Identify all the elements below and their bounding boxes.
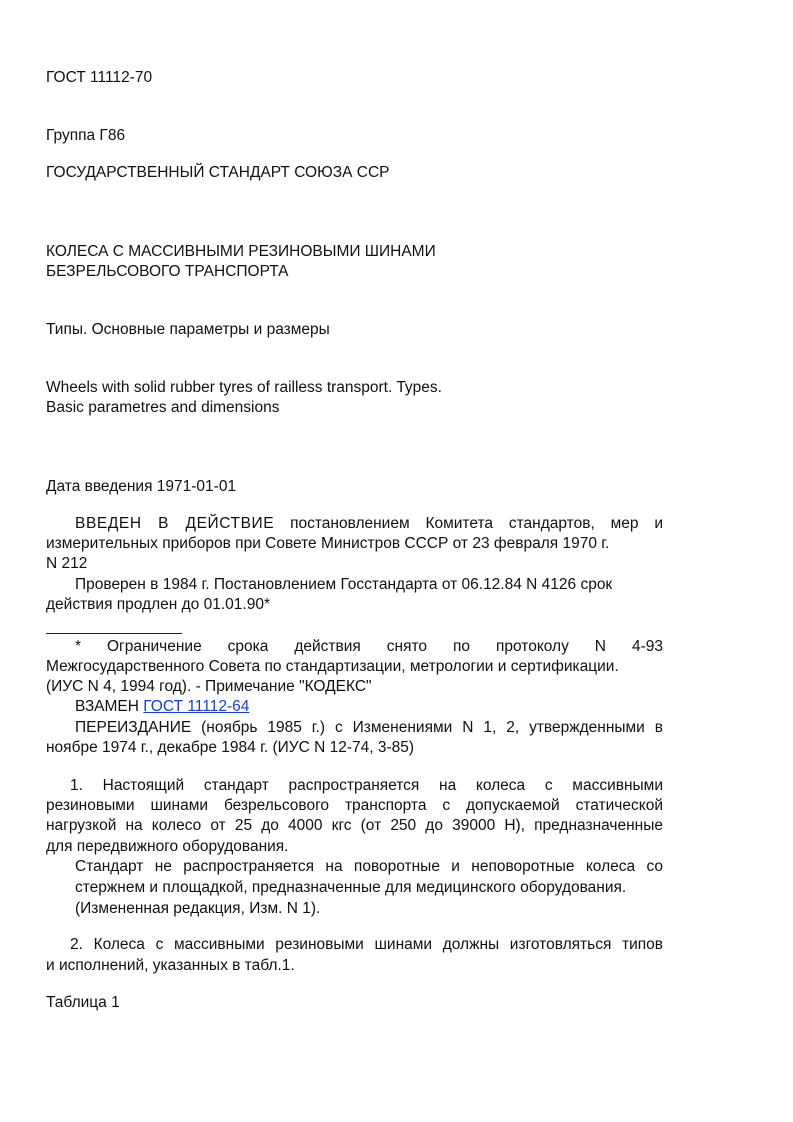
footnote-separator [46, 633, 182, 634]
checked-line-2: действия продлен до 01.01.90* [46, 596, 270, 613]
section-1-line-1: 1. Настоящий стандарт распространяется на колеса с массивными [70, 777, 663, 794]
replaces-label: ВЗАМЕН [75, 698, 139, 715]
table-caption: Таблица 1 [46, 994, 120, 1011]
title-en-line-2: Basic parametres and dimensions [46, 399, 280, 416]
footnote-line-2: Межгосударственного Совета по стандартизации, метрологии и сертификации. [46, 658, 619, 675]
replaced-standard-link[interactable]: ГОСТ 11112-64 [143, 698, 250, 715]
enacted-line-3: N 212 [46, 555, 88, 572]
reissue-text: (ноябрь 1985 г.) с Изменениями N 1, 2, утвержденными в [201, 719, 664, 736]
section-1-line-5: Стандарт не распространяется на поворотные и неповоротные колеса со [75, 858, 663, 875]
section-1-line-3: нагрузкой на колесо от 25 до 4000 кгс (от 250 до 39000 Н), предназначенные [46, 817, 663, 834]
title-ru-line-1: КОЛЕСА С МАССИВНЫМИ РЕЗИНОВЫМИ ШИНАМИ [46, 243, 436, 260]
section-2-line-1: 2. Колеса с массивными резиновыми шинами должны изготовляться типов [70, 936, 663, 953]
enacted-text: постановлением Комитета стандартов, мер и [290, 515, 664, 532]
checked-line-1: Проверен в 1984 г. Постановлением Госстандарта от 06.12.84 N 4126 срок [75, 576, 613, 593]
reissue-line-2: ноябре 1974 г., декабре 1984 г. (ИУС N 12-74, 3-85) [46, 739, 415, 756]
doc-code: ГОСТ 11112-70 [46, 69, 153, 86]
section-2-line-2: и исполнений, указанных в табл.1. [46, 957, 295, 974]
reissue-label: ПЕРЕИЗДАНИЕ [75, 719, 192, 736]
doc-group: Группа Г86 [46, 127, 126, 144]
title-en-line-1: Wheels with solid rubber tyres of railless transport. Types. [46, 379, 442, 396]
section-1-line-4: для передвижного оборудования. [46, 838, 289, 855]
subtitle-ru: Типы. Основные параметры и размеры [46, 321, 330, 338]
section-1-line-6: стержнем и площадкой, предназначенные для медицинского оборудования. [75, 879, 627, 896]
section-1-amendment-note: (Измененная редакция, Изм. N 1). [75, 900, 321, 917]
agency-title: ГОСУДАРСТВЕННЫЙ СТАНДАРТ СОЮЗА ССР [46, 164, 390, 181]
introduction-date: Дата введения 1971-01-01 [46, 478, 237, 495]
title-ru-line-2: БЕЗРЕЛЬСОВОГО ТРАНСПОРТА [46, 263, 289, 280]
reissue-line-1 [46, 718, 663, 738]
replaces-line [46, 697, 249, 717]
enacted-line-1 [46, 514, 663, 534]
enacted-label: ВВЕДЕН В ДЕЙСТВИЕ [75, 515, 275, 532]
footnote-line-1: * Ограничение срока действия снято по протоколу N 4-93 [75, 638, 663, 655]
footnote-line-3: (ИУС N 4, 1994 год). - Примечание "КОДЕКС" [46, 678, 372, 695]
enacted-line-2: измерительных приборов при Совете Министров СССР от 23 февраля 1970 г. [46, 535, 610, 552]
section-1-line-2: резиновыми шинами безрельсового транспорта с допускаемой статической [46, 797, 663, 814]
